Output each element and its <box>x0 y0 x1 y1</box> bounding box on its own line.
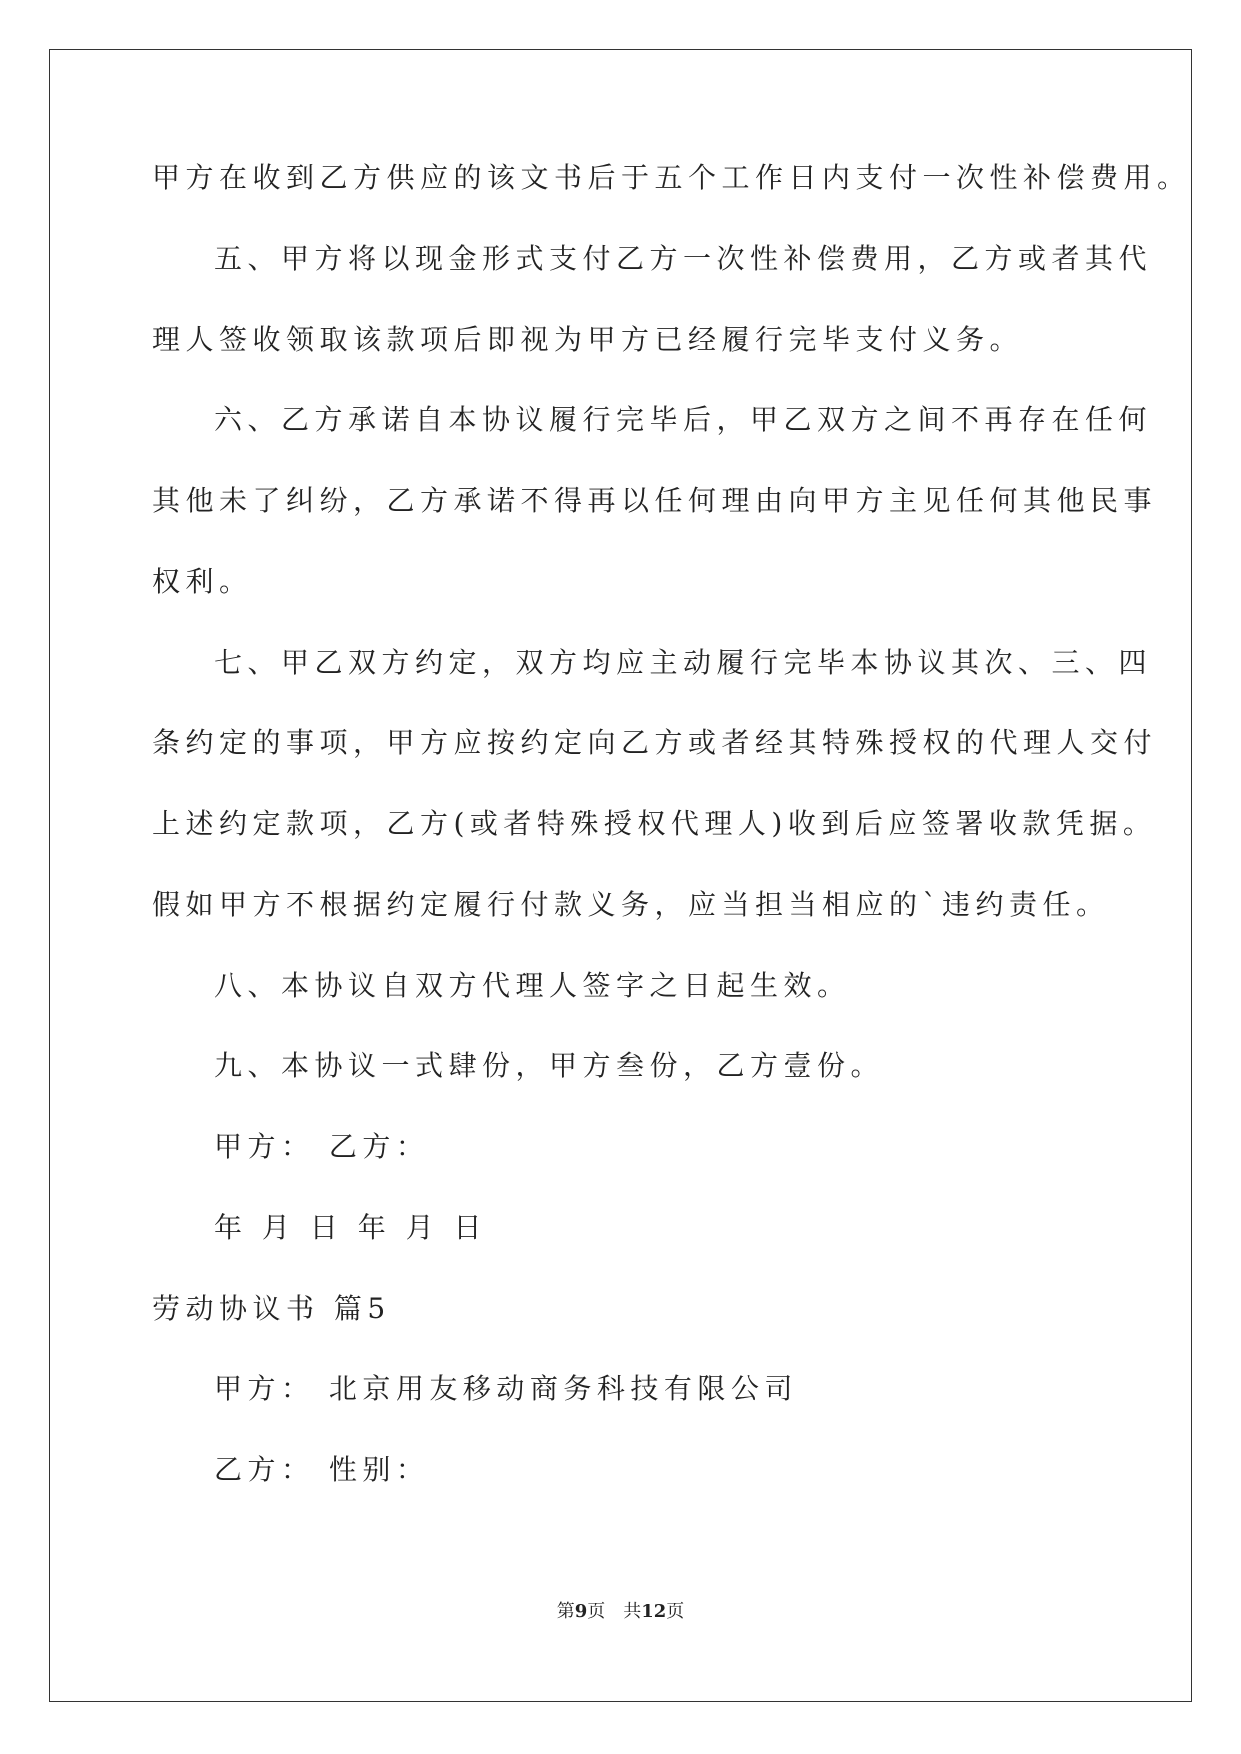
clause-five-line-2: 理人签收领取该款项后即视为甲方已经履行完毕支付义务。 <box>152 323 1024 356</box>
party-a-line: 甲方： 北京用友移动商务科技有限公司 <box>214 1372 798 1405</box>
total-pages-prefix: 共 <box>623 1601 642 1622</box>
current-page-number: 9 <box>574 1601 588 1622</box>
clause-seven-line-4: 假如甲方不根据约定履行付款义务，应当担当相应的`违约责任。 <box>152 888 1110 921</box>
party-b-line: 乙方： 性别： <box>214 1453 430 1486</box>
page-number-prefix: 第 <box>556 1601 575 1622</box>
paragraph-line: 甲方在收到乙方供应的该文书后于五个工作日内支付一次性补偿费用。 <box>152 161 1191 194</box>
clause-six-line-2: 其他未了纠纷，乙方承诺不得再以任何理由向甲方主见任何其他民事 <box>152 484 1158 517</box>
clause-six-line-3: 权利。 <box>152 565 253 598</box>
total-pages-suffix: 页 <box>666 1601 685 1622</box>
signature-date-line: 年 月 日 年 月 日 <box>214 1211 488 1244</box>
clause-six-line-1: 六、乙方承诺自本协议履行完毕后，甲乙双方之间不再存在任何 <box>214 403 1153 436</box>
clause-seven-line-1: 七、甲乙双方约定，双方均应主动履行完毕本协议其次、三、四 <box>214 646 1153 679</box>
clause-five-line-1: 五、甲方将以现金形式支付乙方一次性补偿费用，乙方或者其代 <box>214 242 1153 275</box>
section-heading: 劳动协议书 篇5 <box>152 1292 391 1325</box>
page-footer <box>0 1600 1241 1624</box>
clause-nine-line: 九、本协议一式肆份，甲方叁份，乙方壹份。 <box>214 1049 885 1082</box>
clause-seven-line-3: 上述约定款项，乙方(或者特殊授权代理人)收到后应签署收款凭据。 <box>152 807 1157 840</box>
clause-eight-line: 八、本协议自双方代理人签字之日起生效。 <box>214 969 851 1002</box>
total-page-count: 12 <box>641 1601 667 1622</box>
page-number-suffix: 页 <box>587 1601 606 1622</box>
signature-parties-line: 甲方： 乙方： <box>214 1130 430 1163</box>
clause-seven-line-2: 条约定的事项，甲方应按约定向乙方或者经其特殊授权的代理人交付 <box>152 726 1158 759</box>
